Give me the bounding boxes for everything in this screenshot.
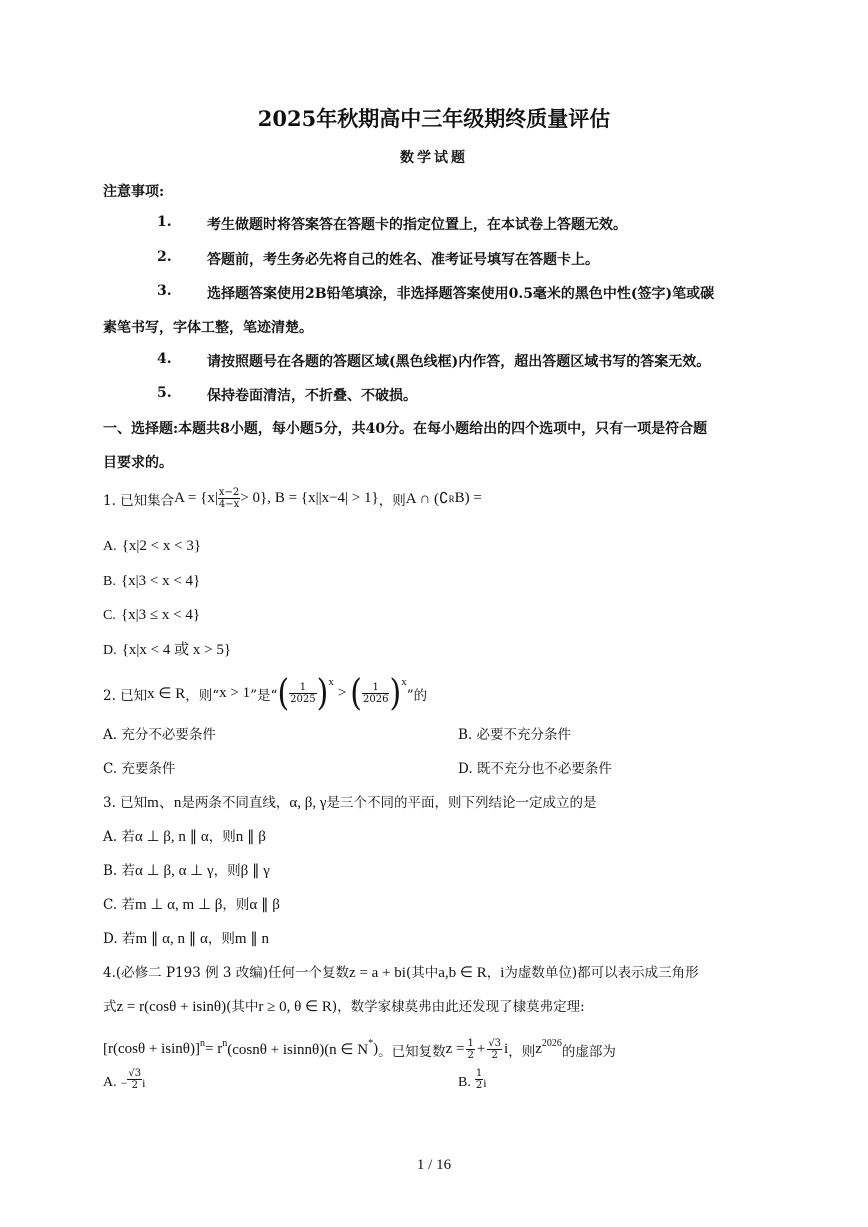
- q1-option-c: [103, 604, 200, 624]
- notice-num: 1.: [157, 214, 172, 230]
- option-cond: α ⊥ β, n ∥ α: [134, 829, 209, 845]
- option-text: {x|3 ≤ x < 4}: [120, 607, 201, 623]
- q4-exp: n: [199, 1038, 205, 1049]
- question-4-line3: [103, 1038, 616, 1061]
- option-label: C.: [103, 608, 116, 623]
- q1-then: ，则: [378, 492, 406, 509]
- notice-text: 考生做题时将答案答在答题卡的指定位置上，在本试卷上答题无效。: [207, 217, 627, 233]
- q2-exp: x: [401, 676, 407, 688]
- option-label: C.: [103, 761, 118, 777]
- q2-cond: x ∈ R: [147, 686, 186, 702]
- q4-demoivre: (cosnθ + isinnθ)(n ∈ N: [227, 1042, 369, 1058]
- notice-num: 2.: [157, 249, 172, 265]
- q4-plus: +: [476, 1041, 486, 1057]
- q4-text: ，则: [508, 1043, 536, 1060]
- q2-paren: ): [316, 672, 329, 715]
- option-then: ，则: [213, 863, 241, 879]
- notice-text: 答题前，考生务必先将自己的姓名、准考证号填写在答题卡上。: [207, 252, 599, 268]
- q1-sub: R: [448, 493, 455, 504]
- frac-bot: 2: [475, 1080, 483, 1091]
- option-sign: −: [120, 1076, 128, 1090]
- q3-option-d: [103, 927, 269, 948]
- option-label: D.: [103, 643, 117, 658]
- notice-heading: 注意事项:: [103, 184, 165, 200]
- q4-option-b: [458, 1068, 487, 1091]
- q4-text: 式: [103, 999, 117, 1015]
- section-heading-cont: 目要求的。: [103, 455, 173, 471]
- q2-paren: ): [389, 672, 402, 715]
- page-number: 1 / 16: [416, 1157, 452, 1173]
- q2-option-b: [458, 723, 571, 743]
- option-label: B. 若: [103, 863, 136, 879]
- q4-text: (其中: [405, 965, 439, 981]
- q4-text: 。已知复数: [378, 1043, 446, 1060]
- q1-frac-top: x−2: [218, 487, 240, 498]
- frac-top: 1: [362, 682, 389, 694]
- frac-top: 1: [475, 1068, 483, 1079]
- notice-text: 请按照题号在各题的答题区域(黑色线框)内作答，超出答题区域书写的答案无效。: [207, 354, 711, 370]
- notice-text: 保持卷面清洁，不折叠、不破损。: [207, 388, 417, 404]
- option-then: ，则: [222, 897, 250, 913]
- question-1: [103, 487, 482, 510]
- q4-text: (其中: [226, 999, 259, 1015]
- q4-exp: n: [222, 1038, 228, 1049]
- q1-setB: B = {x||x−4| > 1}: [274, 490, 379, 506]
- option-cond: m ∥ α, n ∥ α: [135, 931, 208, 947]
- notice-num: 3.: [157, 283, 172, 299]
- option-result: m ∥ n: [234, 931, 269, 947]
- option-label: B.: [458, 727, 473, 743]
- notice-num: 5.: [157, 385, 172, 401]
- q4-frac-half: [466, 1038, 474, 1061]
- option-then: ，则: [207, 931, 235, 947]
- q1-fraction: [218, 487, 240, 510]
- q4-text: 的虚部为: [561, 1043, 616, 1060]
- question-4-line1: [103, 961, 699, 982]
- q3-option-c: [103, 893, 280, 914]
- q4-i: i: [500, 965, 505, 981]
- option-label: D.: [458, 761, 473, 777]
- option-label: A.: [103, 539, 117, 554]
- option-label: A.: [103, 727, 118, 743]
- option-label: A.: [103, 1075, 117, 1090]
- option-then: ，则: [208, 829, 236, 845]
- q4-zeq: z =: [445, 1041, 465, 1057]
- q4-demoivre: = r: [204, 1041, 223, 1057]
- frac-bot: 2026: [363, 694, 389, 705]
- frac-top: 1: [289, 682, 316, 694]
- page-subtitle: 数学试题: [400, 150, 468, 166]
- q2-then: ，则“: [185, 687, 220, 704]
- frac-top: √3: [488, 1038, 502, 1049]
- option-result: n ∥ β: [235, 829, 266, 845]
- page-title: 2025年秋期高中三年级期终质量评估: [257, 106, 611, 131]
- question-2: [103, 672, 428, 715]
- q2-paren: (: [350, 672, 363, 715]
- option-cond: α ⊥ β, α ⊥ γ: [135, 863, 214, 879]
- q2-suffix: ”的: [406, 687, 428, 704]
- frac-bot: 2025: [290, 694, 316, 705]
- notice-num: 4.: [157, 351, 172, 367]
- notice-text-cont: 素笔书写，字体工整，笔迹清楚。: [103, 320, 313, 336]
- frac-bot: 2: [491, 1050, 498, 1061]
- q4-zpow: z: [535, 1041, 542, 1057]
- q3-prefix: 3. 已知: [103, 795, 148, 811]
- option-text: 充分不必要条件: [121, 727, 216, 743]
- q4-option-a: [103, 1068, 145, 1091]
- q1-setA-left: A = {x|: [174, 490, 218, 506]
- option-text: 充要条件: [121, 761, 176, 777]
- q1-option-a: [103, 535, 201, 555]
- q4-z: z = a + bi: [349, 965, 406, 981]
- q3-planes: α, β, γ: [289, 795, 327, 811]
- q4-i: i: [504, 1041, 509, 1057]
- option-text: 既不充分也不必要条件: [476, 761, 612, 777]
- option-i: i: [483, 1076, 487, 1090]
- q4-text: ，: [486, 965, 501, 981]
- q3-option-b: [103, 859, 270, 880]
- q3-suffix: 是三个不同的平面，则下列结论一定成立的是: [326, 795, 597, 811]
- q1-option-d: [103, 638, 231, 659]
- option-text: {x|3 < x < 4}: [120, 573, 201, 589]
- q4-star: *: [368, 1038, 374, 1049]
- option-label: D. 若: [103, 931, 136, 947]
- q3-mid: 是两条不同直线，: [181, 795, 290, 811]
- option-result: β ∥ γ: [240, 863, 270, 879]
- q2-option-d: [458, 757, 612, 777]
- q4-text: 4.(必修二 P193 例 3 改编)任何一个复数: [103, 965, 350, 981]
- q2-option-c: [103, 757, 175, 777]
- frac-bot: 2: [467, 1050, 474, 1061]
- option-label: B.: [458, 1075, 471, 1090]
- frac-top: √3: [128, 1068, 142, 1079]
- q2-gt: >: [337, 685, 347, 701]
- option-cond: m ⊥ α, m ⊥ β: [134, 897, 223, 913]
- q4-text: 为虚数单位)都可以表示成三角形: [504, 965, 699, 981]
- q3-option-a: [103, 825, 266, 846]
- option-label: A. 若: [103, 829, 135, 845]
- q4-text: )，数学家棣莫弗由此还发现了棣莫弗定理:: [331, 999, 585, 1015]
- q2-frac2: [362, 682, 389, 705]
- q1-prefix: 1. 已知集合: [103, 492, 175, 509]
- option-frac: [475, 1068, 483, 1091]
- q1-expr: A ∩ (∁: [405, 491, 449, 507]
- q1-sep: ,: [267, 490, 271, 506]
- q4-demoivre: [r(cosθ + isinθ)]: [103, 1041, 200, 1057]
- q2-p: x > 1: [219, 685, 251, 701]
- q1-option-b: [103, 570, 200, 590]
- q2-mid: ”是“: [250, 687, 278, 704]
- question-4-line2: [103, 995, 585, 1016]
- q1-frac-bot: 4−x: [218, 499, 240, 510]
- q2-frac1: [289, 682, 316, 705]
- section-heading: 一、选择题:本题共8小题，每小题5分，共40分。在每小题给出的四个选项中，只有一项是符合题: [103, 421, 708, 437]
- option-text: {x|x < 4 或 x > 5}: [121, 642, 232, 658]
- option-label: C. 若: [103, 897, 135, 913]
- frac-top: 1: [467, 1038, 474, 1049]
- frac-bot: 2: [131, 1080, 138, 1091]
- q2-exp: x: [328, 676, 334, 688]
- option-label: B.: [103, 574, 116, 589]
- q1-expr-end: B) =: [454, 490, 482, 506]
- option-frac: [127, 1068, 142, 1091]
- option-result: α ∥ β: [249, 897, 280, 913]
- q2-option-a: [103, 723, 216, 743]
- option-text: 必要不充分条件: [476, 727, 572, 743]
- q4-frac-sqrt3: [487, 1038, 502, 1061]
- q4-ab: a,b ∈ R: [438, 965, 487, 981]
- q4-rcond: r ≥ 0, θ ∈ R: [258, 999, 332, 1015]
- q4-pow: 2026: [541, 1038, 562, 1049]
- q4-trig: z = r(cosθ + isinθ): [116, 999, 227, 1015]
- q4-demoivre: ): [373, 1041, 379, 1057]
- q3-lines: m、n: [147, 795, 182, 811]
- q1-setA-right: > 0}: [240, 490, 268, 506]
- q2-paren: (: [277, 672, 290, 715]
- notice-text: 选择题答案使用2B铅笔填涂，非选择题答案使用0.5毫米的黑色中性(签字)笔或碳: [207, 286, 715, 302]
- option-i: i: [142, 1076, 146, 1090]
- q2-prefix: 2. 已知: [103, 687, 148, 704]
- question-3: [103, 791, 596, 812]
- option-text: {x|2 < x < 3}: [121, 538, 202, 554]
